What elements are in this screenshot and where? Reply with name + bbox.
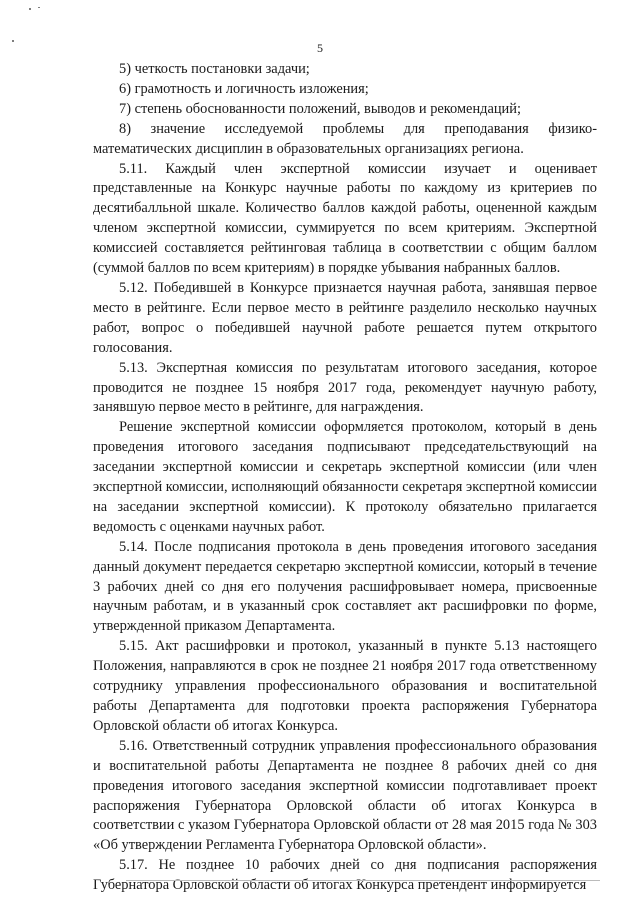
- clause-5-12: 5.12. Победившей в Конкурсе признается научная работа, занявшая первое место в рейтинге. Если первое место в рейтинге разделило несколько научных работ, вопрос о победившей научной работе решается путем открытого голосования.: [93, 279, 597, 356]
- criterion-5: 5) четкость постановки задачи;: [119, 61, 310, 77]
- footer-divider: [126, 880, 600, 881]
- criterion-6: 6) грамотность и логичность изложения;: [119, 80, 369, 97]
- clause-5-16: 5.16. Ответственный сотрудник управления профессионального образования и воспитательной работы Департамента не позднее 8 рабочих дней со дня проведения итогового заседания экспертной комиссии подготавливает проект распоряжения Губернатора Орловской области об итогах Конкурса в соответствии с указом Губернатора Орловской области от 28 мая 2015 года № 303 «Об утверждении Регламента Губернатора Орловской области».: [93, 737, 597, 854]
- clause-5-17: 5.17. Не позднее 10 рабочих дней со дня подписания распоряжения Губернатора Орловской области об итогах Конкурса претендент информируется: [93, 857, 597, 894]
- page-number: 5: [317, 41, 323, 55]
- clause-5-13-protocol: Решение экспертной комиссии оформляется протоколом, который в день проведения итогового заседания подписывают председательствующий на заседании экспертной комиссии и секретарь экспертной комиссии (или член экспертной комиссии, исполняющий обязанности секретаря экспертной комиссии на заседании экспертной комиссии). К протоколу обязательно прилагается ведомость с оценками научных работ.: [93, 419, 597, 535]
- clause-5-15: 5.15. Акт расшифровки и протокол, указанный в пункте 5.13 настоящего Положения, направляются в срок не позднее 21 ноября 2017 года ответственному сотруднику управления профессионального образования и воспитательной работы Департамента для подготовки проекта распоряжения Губернатора Орловской области об итогах Конкурса.: [93, 638, 597, 734]
- scan-speck: [29, 8, 31, 10]
- criterion-8: 8) значение исследуемой проблемы для преподавания физико-математических дисциплин в образовательных организациях региона.: [93, 120, 597, 157]
- clause-5-13: 5.13. Экспертная комиссия по результатам итогового заседания, которое проводится не позднее 15 ноября 2017 года, рекомендует научную работу, занявшую первое место в рейтинге, для награждения.: [93, 359, 597, 416]
- document-body: [93, 60, 597, 896]
- criterion-7: 7) степень обоснованности положений, выводов и рекомендаций;: [119, 100, 521, 117]
- scan-speck: [38, 7, 40, 8]
- clause-5-11: 5.11. Каждый член экспертной комиссии изучает и оценивает представленные на Конкурс научные работы по каждому из критериев по десятибалльной шкале. Количество баллов каждой работы, оцененной каждым членом экспертной комиссии, суммируется по всем критериям. Экспертной комиссией составляется рейтинговая таблица в соответствии с общим баллом (суммой баллов по всем критериям) в порядке убывания набранных баллов.: [93, 160, 597, 277]
- clause-5-14: 5.14. После подписания протокола в день проведения итогового заседания данный документ передается секретарю экспертной комиссии, который в течение 3 рабочих дней со дня его получения расшифровывает номера, присвоенные научным работам, и в указанный срок составляет акт расшифровки по форме, утвержденной приказом Департамента.: [93, 538, 597, 635]
